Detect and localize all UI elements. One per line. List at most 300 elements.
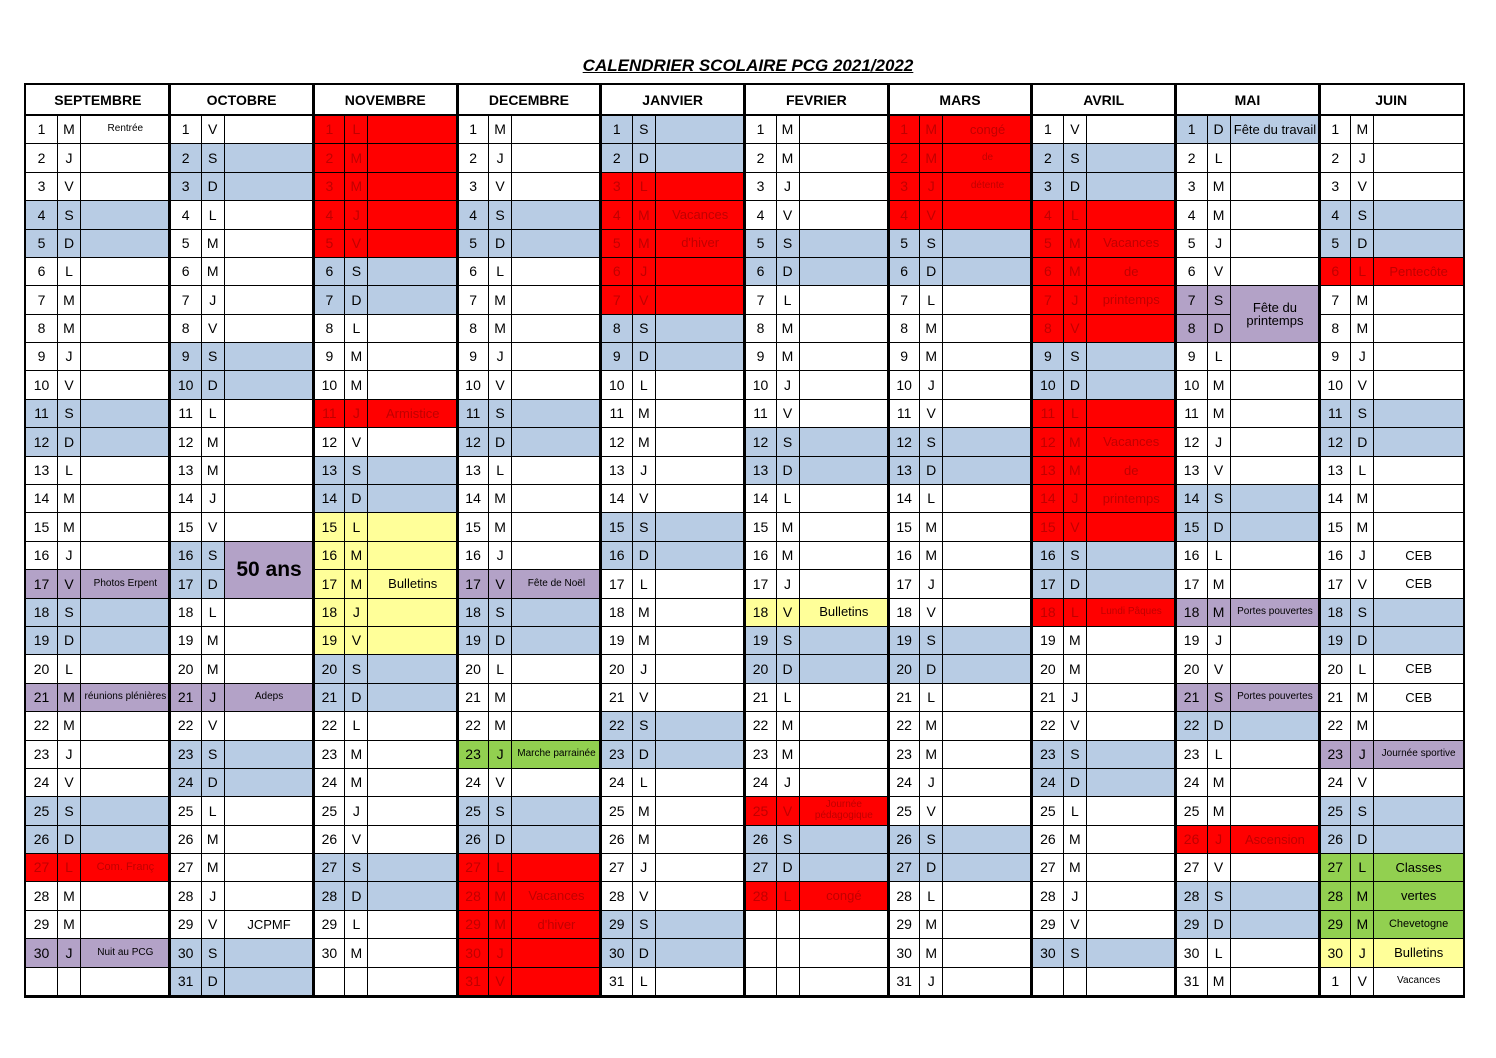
day-number: 7 — [601, 286, 632, 314]
event-cell — [80, 343, 170, 371]
day-number — [745, 911, 776, 939]
event-cell — [1086, 570, 1176, 598]
day-letter: M — [1063, 854, 1086, 882]
day-number: 13 — [601, 457, 632, 485]
event-cell — [655, 854, 745, 882]
event-cell — [655, 684, 745, 712]
day-number: 23 — [170, 741, 201, 769]
day-number: 31 — [888, 968, 919, 996]
day-number: 20 — [1176, 655, 1207, 683]
event-label: Chevetogne — [1373, 911, 1463, 939]
day-number: 29 — [457, 911, 488, 939]
day-number: 25 — [313, 797, 344, 825]
day-number: 30 — [313, 939, 344, 967]
day-number: 4 — [1319, 201, 1350, 229]
event-label: printemps — [1086, 286, 1176, 314]
day-number: 16 — [1176, 542, 1207, 570]
event-cell — [799, 371, 889, 399]
event-cell — [655, 173, 745, 201]
day-letter: M — [488, 712, 511, 740]
event-cell — [1086, 939, 1176, 967]
event-cell — [942, 485, 1032, 513]
event-cell — [799, 741, 889, 769]
day-number: 12 — [1319, 428, 1350, 456]
event-label: réunions plénières — [80, 684, 170, 712]
day-number: 9 — [170, 343, 201, 371]
day-number: 19 — [888, 627, 919, 655]
event-cell — [1373, 201, 1463, 229]
event-label: CEB — [1373, 542, 1463, 570]
day-number: 17 — [457, 570, 488, 598]
event-cell — [511, 457, 601, 485]
day-letter: M — [57, 513, 80, 541]
event-cell — [942, 400, 1032, 428]
day-letter: M — [488, 286, 511, 314]
day-number: 12 — [1032, 428, 1063, 456]
event-cell — [655, 911, 745, 939]
day-letter: V — [1063, 116, 1086, 144]
day-number: 2 — [170, 144, 201, 172]
event-label: Bulletins — [1373, 939, 1463, 967]
day-number: 7 — [888, 286, 919, 314]
day-number: 7 — [26, 286, 57, 314]
day-letter: M — [776, 144, 799, 172]
event-cell — [1230, 485, 1320, 513]
day-number: 11 — [313, 400, 344, 428]
day-letter: D — [776, 854, 799, 882]
event-cell — [80, 513, 170, 541]
day-letter: J — [632, 258, 655, 286]
day-number — [1032, 968, 1063, 996]
day-number: 15 — [888, 513, 919, 541]
day-number: 14 — [457, 485, 488, 513]
day-number: 14 — [745, 485, 776, 513]
event-cell — [367, 173, 457, 201]
day-letter: V — [344, 826, 367, 854]
event-cell — [942, 457, 1032, 485]
day-letter: M — [919, 939, 942, 967]
day-number: 18 — [745, 599, 776, 627]
day-number: 20 — [1032, 655, 1063, 683]
day-number: 8 — [888, 315, 919, 343]
event-cell — [511, 371, 601, 399]
event-cell — [1373, 428, 1463, 456]
day-number: 22 — [601, 712, 632, 740]
day-letter: J — [1063, 485, 1086, 513]
day-number: 4 — [26, 201, 57, 229]
day-letter: L — [1350, 655, 1373, 683]
event-cell — [1373, 797, 1463, 825]
day-number: 27 — [1176, 854, 1207, 882]
event-cell — [224, 457, 314, 485]
day-letter: M — [632, 201, 655, 229]
event-cell — [799, 968, 889, 996]
day-letter: M — [632, 797, 655, 825]
event-cell — [799, 201, 889, 229]
event-cell — [1086, 315, 1176, 343]
day-number: 20 — [313, 655, 344, 683]
day-number: 27 — [888, 854, 919, 882]
day-number: 22 — [1032, 712, 1063, 740]
day-number: 21 — [745, 684, 776, 712]
day-number: 2 — [313, 144, 344, 172]
day-number: 14 — [1319, 485, 1350, 513]
day-letter: M — [632, 230, 655, 258]
day-letter: D — [344, 882, 367, 910]
day-number: 25 — [601, 797, 632, 825]
event-label: CEB — [1373, 570, 1463, 598]
event-cell — [1086, 513, 1176, 541]
day-number: 2 — [1319, 144, 1350, 172]
event-cell — [655, 599, 745, 627]
event-cell — [367, 599, 457, 627]
event-cell — [655, 315, 745, 343]
event-cell — [1373, 343, 1463, 371]
day-letter: V — [488, 968, 511, 996]
event-cell — [1373, 712, 1463, 740]
day-letter: M — [1350, 911, 1373, 939]
day-letter: S — [1063, 741, 1086, 769]
event-cell — [1373, 826, 1463, 854]
day-number: 9 — [601, 343, 632, 371]
event-cell — [80, 230, 170, 258]
event-cell — [1373, 173, 1463, 201]
month-separator — [168, 85, 171, 996]
event-cell — [1086, 712, 1176, 740]
day-number: 6 — [601, 258, 632, 286]
day-number: 23 — [1176, 741, 1207, 769]
day-letter: D — [1063, 173, 1086, 201]
day-letter: M — [919, 513, 942, 541]
day-number: 1 — [313, 116, 344, 144]
day-number: 31 — [170, 968, 201, 996]
month-separator — [1030, 85, 1033, 996]
day-letter: V — [201, 315, 224, 343]
event-cell — [1086, 854, 1176, 882]
event-cell — [224, 712, 314, 740]
day-letter: S — [57, 400, 80, 428]
event-cell — [367, 428, 457, 456]
day-number: 22 — [26, 712, 57, 740]
event-label: Vacances — [511, 882, 601, 910]
day-letter: S — [201, 939, 224, 967]
event-cell — [367, 797, 457, 825]
day-number: 1 — [26, 116, 57, 144]
event-cell — [655, 457, 745, 485]
event-label: Journée sportive — [1373, 741, 1463, 769]
event-cell — [1230, 712, 1320, 740]
event-cell — [1230, 655, 1320, 683]
day-number: 21 — [888, 684, 919, 712]
day-letter: M — [919, 144, 942, 172]
day-letter: S — [632, 315, 655, 343]
day-number: 18 — [1176, 599, 1207, 627]
day-letter: L — [57, 258, 80, 286]
month-header-decembre: DECEMBRE — [457, 85, 601, 116]
event-cell — [1230, 542, 1320, 570]
day-letter: J — [488, 741, 511, 769]
event-cell — [1086, 797, 1176, 825]
day-number: 28 — [26, 882, 57, 910]
event-label: Com. Franç — [80, 854, 170, 882]
day-number: 11 — [1176, 400, 1207, 428]
event-cell — [1086, 201, 1176, 229]
day-letter: M — [488, 684, 511, 712]
event-cell — [80, 655, 170, 683]
day-number: 29 — [1032, 911, 1063, 939]
day-number: 21 — [457, 684, 488, 712]
day-letter: M — [776, 343, 799, 371]
event-cell — [942, 201, 1032, 229]
day-number: 1 — [745, 116, 776, 144]
day-number: 25 — [170, 797, 201, 825]
day-letter — [776, 911, 799, 939]
day-letter: J — [488, 343, 511, 371]
day-letter: S — [488, 400, 511, 428]
day-letter: V — [488, 173, 511, 201]
day-letter: J — [1350, 939, 1373, 967]
day-number: 12 — [26, 428, 57, 456]
day-letter: D — [57, 627, 80, 655]
event-cell — [511, 542, 601, 570]
event-label: détente — [942, 173, 1032, 201]
event-cell — [224, 939, 314, 967]
day-number: 24 — [601, 769, 632, 797]
day-number: 3 — [1319, 173, 1350, 201]
event-cell — [224, 258, 314, 286]
day-number: 26 — [1319, 826, 1350, 854]
day-number: 22 — [888, 712, 919, 740]
event-cell — [655, 939, 745, 967]
event-cell — [655, 797, 745, 825]
day-number: 2 — [888, 144, 919, 172]
day-letter: S — [57, 599, 80, 627]
event-label: Ascension — [1230, 826, 1320, 854]
event-cell — [1230, 173, 1320, 201]
day-letter — [57, 968, 80, 996]
day-letter: V — [57, 769, 80, 797]
day-letter: M — [919, 315, 942, 343]
day-letter: D — [776, 258, 799, 286]
day-letter: S — [1350, 599, 1373, 627]
day-letter: D — [57, 428, 80, 456]
day-letter: S — [488, 201, 511, 229]
day-letter: S — [1350, 201, 1373, 229]
event-cell — [367, 343, 457, 371]
day-letter: J — [57, 343, 80, 371]
day-number: 9 — [1032, 343, 1063, 371]
day-letter: D — [1207, 513, 1230, 541]
event-cell — [224, 854, 314, 882]
day-letter: M — [1207, 173, 1230, 201]
event-cell — [367, 116, 457, 144]
event-cell — [942, 939, 1032, 967]
day-number: 5 — [170, 230, 201, 258]
day-number: 21 — [1319, 684, 1350, 712]
day-number: 15 — [1032, 513, 1063, 541]
day-number: 26 — [313, 826, 344, 854]
day-number: 18 — [170, 599, 201, 627]
day-number: 5 — [888, 230, 919, 258]
event-cell — [799, 286, 889, 314]
event-cell — [224, 343, 314, 371]
day-number: 15 — [601, 513, 632, 541]
day-letter: J — [776, 570, 799, 598]
event-cell — [942, 968, 1032, 996]
day-number: 30 — [1032, 939, 1063, 967]
day-number: 1 — [1319, 116, 1350, 144]
day-number: 16 — [26, 542, 57, 570]
day-letter: D — [344, 684, 367, 712]
day-number: 13 — [888, 457, 919, 485]
month-header-fevrier: FEVRIER — [745, 85, 889, 116]
day-number: 14 — [601, 485, 632, 513]
day-letter: S — [776, 627, 799, 655]
day-number: 14 — [1176, 485, 1207, 513]
day-letter: M — [344, 144, 367, 172]
day-letter: L — [488, 655, 511, 683]
day-number: 3 — [1032, 173, 1063, 201]
day-letter: V — [201, 513, 224, 541]
day-number: 3 — [745, 173, 776, 201]
event-label: Portes pouvertes — [1230, 684, 1320, 712]
day-letter: L — [776, 882, 799, 910]
day-letter: V — [344, 230, 367, 258]
day-number: 17 — [313, 570, 344, 598]
day-letter: M — [1207, 769, 1230, 797]
month-header-juin: JUIN — [1319, 85, 1463, 116]
day-number: 8 — [313, 315, 344, 343]
event-label: d'hiver — [511, 911, 601, 939]
day-number: 26 — [601, 826, 632, 854]
day-number: 6 — [313, 258, 344, 286]
day-letter: V — [776, 797, 799, 825]
event-cell — [224, 826, 314, 854]
event-cell — [1086, 542, 1176, 570]
event-cell — [799, 911, 889, 939]
day-letter: V — [1350, 371, 1373, 399]
day-number: 19 — [313, 627, 344, 655]
event-label: Adeps — [224, 684, 314, 712]
day-letter: V — [1063, 513, 1086, 541]
event-cell — [511, 201, 601, 229]
event-cell — [799, 939, 889, 967]
day-number: 6 — [745, 258, 776, 286]
day-number: 16 — [601, 542, 632, 570]
event-cell — [655, 485, 745, 513]
day-number: 31 — [457, 968, 488, 996]
day-number: 11 — [888, 400, 919, 428]
day-number: 20 — [745, 655, 776, 683]
event-label: Marche parrainée — [511, 741, 601, 769]
event-cell — [942, 570, 1032, 598]
day-number: 27 — [313, 854, 344, 882]
event-cell — [511, 343, 601, 371]
day-number: 26 — [1176, 826, 1207, 854]
day-number — [745, 939, 776, 967]
day-letter: L — [1207, 741, 1230, 769]
event-cell — [224, 173, 314, 201]
day-letter: J — [201, 684, 224, 712]
day-letter: L — [1063, 201, 1086, 229]
day-number: 1 — [1319, 968, 1350, 996]
event-label: Fête de Noël — [511, 570, 601, 598]
day-number: 13 — [26, 457, 57, 485]
event-cell — [942, 769, 1032, 797]
day-letter: V — [1350, 968, 1373, 996]
event-cell — [1373, 485, 1463, 513]
day-letter: S — [1350, 797, 1373, 825]
day-number: 2 — [601, 144, 632, 172]
event-cell — [367, 684, 457, 712]
day-number: 26 — [457, 826, 488, 854]
day-letter: M — [57, 315, 80, 343]
event-cell — [511, 144, 601, 172]
day-letter: S — [919, 627, 942, 655]
day-letter: V — [1063, 315, 1086, 343]
day-number: 11 — [745, 400, 776, 428]
event-cell — [511, 684, 601, 712]
day-number: 26 — [745, 826, 776, 854]
day-letter: S — [1350, 400, 1373, 428]
event-cell — [655, 371, 745, 399]
day-letter: D — [919, 655, 942, 683]
event-label: Pentecôte — [1373, 258, 1463, 286]
day-number: 2 — [1176, 144, 1207, 172]
day-number: 12 — [601, 428, 632, 456]
day-letter: M — [1063, 428, 1086, 456]
day-number: 27 — [1319, 854, 1350, 882]
day-number: 30 — [1176, 939, 1207, 967]
month-header-mai: MAI — [1176, 85, 1320, 116]
day-number: 25 — [1032, 797, 1063, 825]
event-cell — [80, 542, 170, 570]
day-letter: D — [632, 741, 655, 769]
event-cell — [942, 797, 1032, 825]
day-number: 10 — [26, 371, 57, 399]
day-letter: M — [201, 826, 224, 854]
day-letter: L — [344, 712, 367, 740]
day-number: 30 — [1319, 939, 1350, 967]
day-letter: V — [919, 400, 942, 428]
day-number: 10 — [1176, 371, 1207, 399]
day-number: 9 — [745, 343, 776, 371]
event-cell — [367, 286, 457, 314]
day-letter: L — [632, 371, 655, 399]
day-number: 10 — [457, 371, 488, 399]
day-letter: J — [1207, 230, 1230, 258]
event-label: CEB — [1373, 655, 1463, 683]
day-number: 3 — [313, 173, 344, 201]
day-number: 9 — [26, 343, 57, 371]
event-cell — [224, 315, 314, 343]
day-letter: M — [1207, 371, 1230, 399]
day-letter: M — [1063, 627, 1086, 655]
day-number: 21 — [601, 684, 632, 712]
day-number: 27 — [170, 854, 201, 882]
event-cell — [367, 968, 457, 996]
event-label: congé — [799, 882, 889, 910]
event-label: Bulletins — [367, 570, 457, 598]
day-number: 28 — [1032, 882, 1063, 910]
day-number: 4 — [457, 201, 488, 229]
event-label: 50 ans — [224, 542, 314, 599]
event-cell — [942, 230, 1032, 258]
day-number: 20 — [170, 655, 201, 683]
event-cell — [655, 627, 745, 655]
day-letter: D — [201, 769, 224, 797]
day-number: 13 — [1176, 457, 1207, 485]
